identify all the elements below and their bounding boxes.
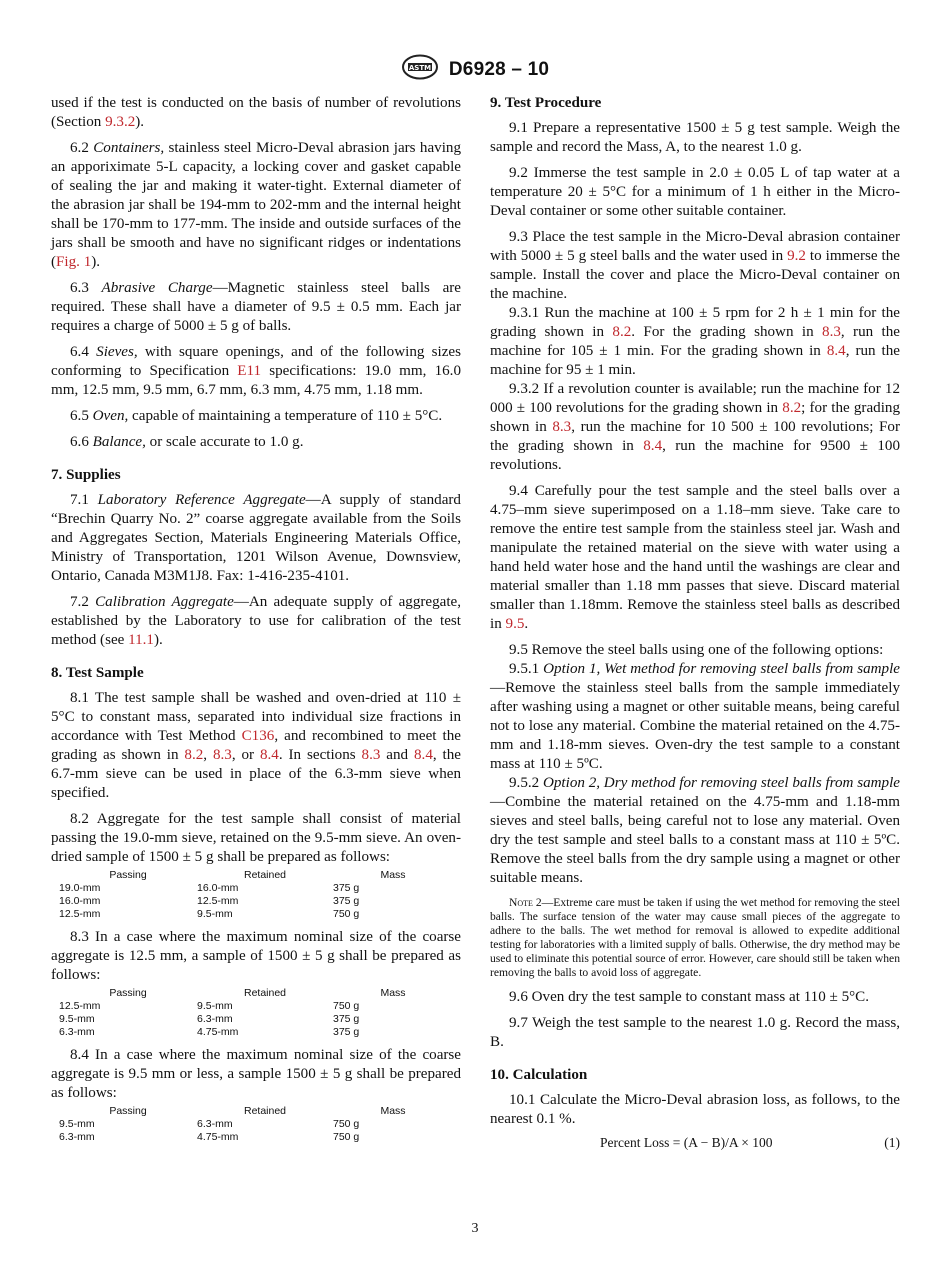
section-heading-9: 9. Test Procedure	[490, 95, 602, 111]
table-header: Passing	[109, 1105, 147, 1117]
table-header: Mass	[380, 987, 406, 999]
grading-table-8-4	[59, 1105, 453, 1144]
left-column	[51, 94, 461, 1151]
table-header: Mass	[380, 869, 406, 881]
svg-text:ASTM: ASTM	[408, 64, 431, 72]
xref-link[interactable]: 8.4	[414, 747, 433, 763]
xref-link[interactable]: 8.4	[826, 343, 846, 359]
page-header	[0, 54, 950, 85]
paragraph-6-4: 6.4 Sieves, with square openings, and of the following sizes conforming to Specification E11 specifications: 19.0 mm, 16.0 mm, 12.5 mm, 9.5 mm, 6.7 mm, 6.3 mm, 4.75 mm, 1.18 mm.	[51, 344, 462, 398]
xref-link[interactable]: 9.2	[787, 248, 806, 264]
xref-link[interactable]: C136	[241, 728, 275, 744]
section-heading-8: 8. Test Sample	[51, 665, 144, 681]
table-row: 19.0-mm 16.0-mm 375 g	[59, 882, 360, 894]
xref-link[interactable]: 8.3	[822, 324, 841, 340]
paragraph-9-4: 9.4 Carefully pour the test sample and the steel balls over a 4.75–mm sieve superimposed on a 1.18–mm sieve. Take care to remove the entire test sample from the stainless steel jar. Wash and manipulate the retained material on the sieve with water using a hand held water hose and the hand until the washings are clear and material smaller than 1.18 mm passes that sieve. Discard material smaller than 1.18mm. Remove the stainless steel balls as described in 9.5.	[490, 483, 900, 632]
paragraph-8-4: 8.4 In a case where the maximum nominal size of the coarse aggregate is 9.5 mm or less, a sample 1500 ± 5 g shall be prepared as follows:	[51, 1047, 461, 1101]
grading-table-8-2	[59, 869, 453, 921]
document-id: D6928 – 10	[448, 58, 550, 80]
paragraph-9-2: 9.2 Immerse the test sample in 2.0 ± 0.05 L of tap water at a temperature 20 ± 5°C for a minimum of 1 h either in the Micro-Deval container or some other suitable container.	[490, 165, 900, 219]
xref-link[interactable]: Fig. 1	[56, 254, 92, 270]
right-column	[490, 94, 900, 1153]
paragraph-9-3-1: 9.3.1 Run the machine at 100 ± 5 rpm for 2 h ± 1 min for the grading shown in 8.2. For the grading shown in 8.3, run the machine for 105 ± 1 min. For the grading shown in 8.4, run the machine for 95 ± 1 min.	[490, 305, 900, 378]
table-row: 9.5-mm 6.3-mm 375 g	[59, 1013, 360, 1025]
paragraph-8-2: 8.2 Aggregate for the test sample shall consist of material passing the 19.0-mm sieve, retained on the 9.5-mm sieve. An oven-dried sample of 1500 ± 5 g shall be prepared as follows:	[51, 811, 461, 865]
table-row: 6.3-mm 4.75-mm 375 g	[59, 1026, 360, 1038]
paragraph-9-5-1: 9.5.1 Option 1, Wet method for removing steel balls from sample—Remove the stainless steel balls from the sample immediately after washing using a magnet or other suitable means, being careful not to lose any material. Combine the material retained on the 4.75-mm and 1.18-mm sieves. Oven-dry the test sample to a constant mass at 110 ± 5ºC.	[490, 661, 901, 772]
xref-link[interactable]: 8.2	[612, 324, 632, 340]
table-row: 9.5-mm 6.3-mm 750 g	[59, 1118, 360, 1130]
paragraph-9-3: 9.3 Place the test sample in the Micro-Deval abrasion container with 5000 ± 5 g steel balls and the water used in 9.2 to immerse the sample. Install the cover and place the Micro-Deval container on the machine.	[490, 229, 900, 302]
xref-link[interactable]: 8.3	[212, 747, 232, 763]
table-header: Retained	[243, 1105, 287, 1117]
paragraph-7-2: 7.2 Calibration Aggregate—An adequate supply of aggregate, established by the Laboratory to use for calibration of the test method (see 11.1).	[51, 594, 462, 648]
xref-link[interactable]: 8.4	[643, 438, 663, 454]
paragraph-6-5: 6.5 Oven, capable of maintaining a temperature of 110 ± 5°C.	[70, 408, 443, 424]
grading-table-8-3	[59, 987, 453, 1039]
page-number: 3	[471, 1221, 479, 1236]
xref-link[interactable]: 8.3	[552, 419, 572, 435]
astm-logo-icon	[401, 54, 439, 85]
xref-link[interactable]: E11	[237, 363, 262, 379]
paragraph-9-3-2: 9.3.2 If a revolution counter is available; run the machine for 12 000 ± 100 revolutions for the grading shown in 8.2; for the grading shown in 8.3, run the machine for 10 500 ± 100 revolutions; For the grading shown in 8.4, run the machine for 9500 ± 100 revolutions.	[490, 381, 901, 473]
table-header: Retained	[243, 869, 287, 881]
paragraph-10-1: 10.1 Calculate the Micro-Deval abrasion loss, as follows, to the nearest 0.1 %.	[490, 1092, 900, 1127]
paragraph-6-6: 6.6 Balance, or scale accurate to 1.0 g.	[70, 434, 304, 450]
table-row: 12.5-mm 9.5-mm 750 g	[59, 908, 360, 920]
xref-link[interactable]: 9.3.2	[105, 114, 136, 130]
paragraph-9-5-2: 9.5.2 Option 2, Dry method for removing steel balls from sample—Combine the material retained on the 4.75-mm and 1.18-mm sieves and steel balls, being careful not to lose any material. Oven dry the test sample and steel balls to a constant mass at 110 ± 5ºC. Remove the steel balls from the dry sample using a magnet or other suitable means.	[490, 775, 900, 886]
xref-link[interactable]: 8.3	[361, 747, 381, 763]
paragraph-6-3: 6.3 Abrasive Charge—Magnetic stainless steel balls are required. These shall have a diameter of 9.5 ± 0.5 mm. Each jar requires a charge of 5000 ± 5 g of balls.	[51, 280, 461, 334]
paragraph-9-6: 9.6 Oven dry the test sample to constant mass at 110 ± 5°C.	[509, 989, 870, 1005]
paragraph-8-1: 8.1 The test sample shall be washed and oven-dried at 110 ± 5°C to constant mass, separated into individual size fractions in accordance with Test Method C136, and recombined to meet the grading as shown in 8.2, 8.3, or 8.4. In sections 8.3 and 8.4, the 6.7-mm sieve can be used in place of the 6.3-mm sieve when specified.	[51, 690, 461, 801]
paragraph-8-3: 8.3 In a case where the maximum nominal size of the coarse aggregate is 12.5 mm, a sample of 1500 ± 5 g shall be prepared as follows:	[51, 929, 461, 983]
paragraph-7-1: 7.1 Laboratory Reference Aggregate—A supply of standard “Brechin Quarry No. 2” coarse aggregate available from the Soils and Aggregates Section, Materials Engineering Materials Office, Ministry of Transportation, 1201 Wilson Avenue, Downsview, Ontario, Canada M3M1J8. Fax: 1-416-235-4101.	[51, 492, 461, 584]
paragraph-9-5: 9.5 Remove the steel balls using one of the following options:	[509, 642, 884, 658]
table-row: 6.3-mm 4.75-mm 750 g	[59, 1131, 360, 1143]
paragraph-9-7: 9.7 Weigh the test sample to the nearest 1.0 g. Record the mass, B.	[490, 1015, 900, 1050]
xref-link[interactable]: 8.4	[259, 747, 279, 763]
table-header: Passing	[109, 869, 147, 881]
paragraph-9-1: 9.1 Prepare a representative 1500 ± 5 g test sample. Weigh the sample and record the Mass, A, to the nearest 1.0 g.	[490, 120, 900, 155]
table-row: 12.5-mm 9.5-mm 750 g	[59, 1000, 360, 1012]
equation-1	[490, 1133, 900, 1153]
table-header: Passing	[109, 987, 147, 999]
paragraph-continuation: used if the test is conducted on the basis of number of revolutions (Section 9.3.2).	[51, 95, 461, 130]
equation-expression: Percent Loss = (A − B)/A × 100	[600, 1135, 773, 1150]
section-heading-10: 10. Calculation	[490, 1067, 588, 1083]
table-header: Retained	[243, 987, 287, 999]
section-heading-7: 7. Supplies	[51, 467, 121, 483]
paragraph-6-2: 6.2 Containers, stainless steel Micro-Deval abrasion jars having an apporiximate 5-L capacity, a locking cover and gasket capable of sealing the jar and making it water-tight. External diameter of the abrasion jar shall be 194-mm to 202-mm and the internal height shall be 170-mm to 177-mm. The inside and outside surfaces of the jars shall be smooth and have no significant ridges or indentations (Fig. 1).	[51, 140, 461, 270]
table-row: 16.0-mm 12.5-mm 375 g	[59, 895, 360, 907]
xref-link[interactable]: 8.2	[782, 400, 802, 416]
equation-number: (1)	[884, 1135, 900, 1150]
xref-link[interactable]: 8.2	[184, 747, 204, 763]
xref-link[interactable]: 11.1	[128, 632, 154, 648]
table-header: Mass	[380, 1105, 406, 1117]
note-2: Note 2—Extreme care must be taken if using the wet method for removing the steel balls. The surface tension of the water may cause small pieces of the aggregate to adhere to the balls. The wet method for removal is allowed to expedite additional testing for laboratories with a limited supply of balls. Otherwise, the dry method may be used to eliminate this potential source of error. However, care should still be taken when removing the balls to avoid loss of aggregate.	[490, 896, 900, 979]
xref-link[interactable]: 9.5	[505, 616, 525, 632]
